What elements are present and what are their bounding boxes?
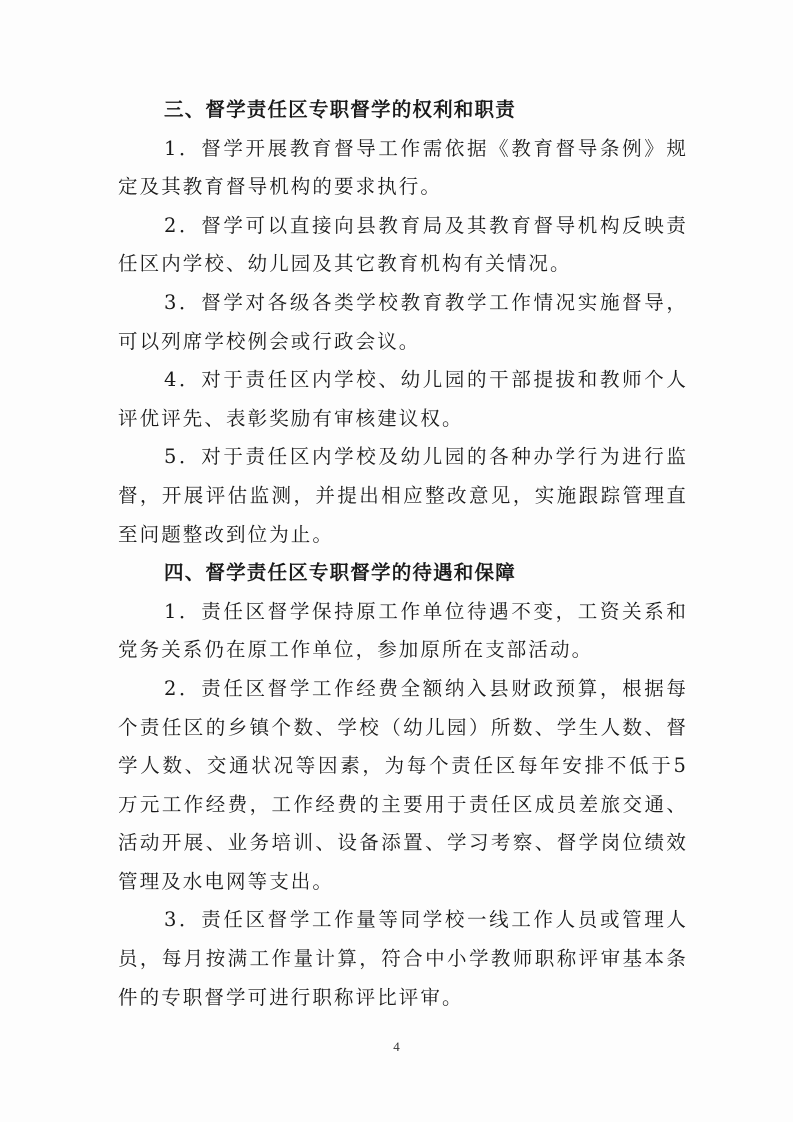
section-rights-duties	[118, 91, 688, 554]
paragraph: 5．对于责任区内学校及幼儿园的各种办学行为进行监督，开展评估监测，并提出相应整改意见，实施跟踪管理直至问题整改到位为止。	[118, 445, 688, 546]
section-heading: 三、督学责任区专职督学的权利和职责	[164, 98, 516, 121]
paragraph: 4．对于责任区内学校、幼儿园的干部提拔和教师个人评优评先、表彰奖励有审核建议权。	[118, 368, 688, 430]
section-benefits-guarantees	[118, 554, 688, 1017]
paragraph: 3．督学对各级各类学校教育教学工作情况实施督导，可以列席学校例会或行政会议。	[118, 290, 688, 353]
paragraph: 2．督学可以直接向县教育局及其教育督导机构反映责任区内学校、幼儿园及其它教育机构有关情况。	[118, 213, 688, 276]
paragraph: 1．督学开展教育督导工作需依据《教育督导条例》规定及其教育督导机构的要求执行。	[118, 136, 688, 199]
paragraph: 1．责任区督学保持原工作单位待遇不变，工资关系和党务关系仍在原工作单位，参加原所在支部活动。	[118, 599, 688, 662]
page-number: 4	[393, 1039, 400, 1054]
section-heading: 四、督学责任区专职督学的待遇和保障	[164, 561, 516, 585]
document-body	[118, 91, 688, 1017]
paragraph: 2．责任区督学工作经费全额纳入县财政预算，根据每个责任区的乡镇个数、学校（幼儿园）所数、学生人数、督学人数、交通状况等因素，为每个责任区每年安排不低于5万元工作经费，工作经费的主要用于责任区成员差旅交通、活动开展、业务培训、设备添置、学习考察、督学岗位绩效管理及水电网等支出。	[118, 676, 688, 893]
paragraph: 3．责任区督学工作量等同学校一线工作人员或管理人员，每月按满工作量计算，符合中小学教师职称评审基本条件的专职督学可进行职称评比评审。	[118, 908, 688, 1009]
